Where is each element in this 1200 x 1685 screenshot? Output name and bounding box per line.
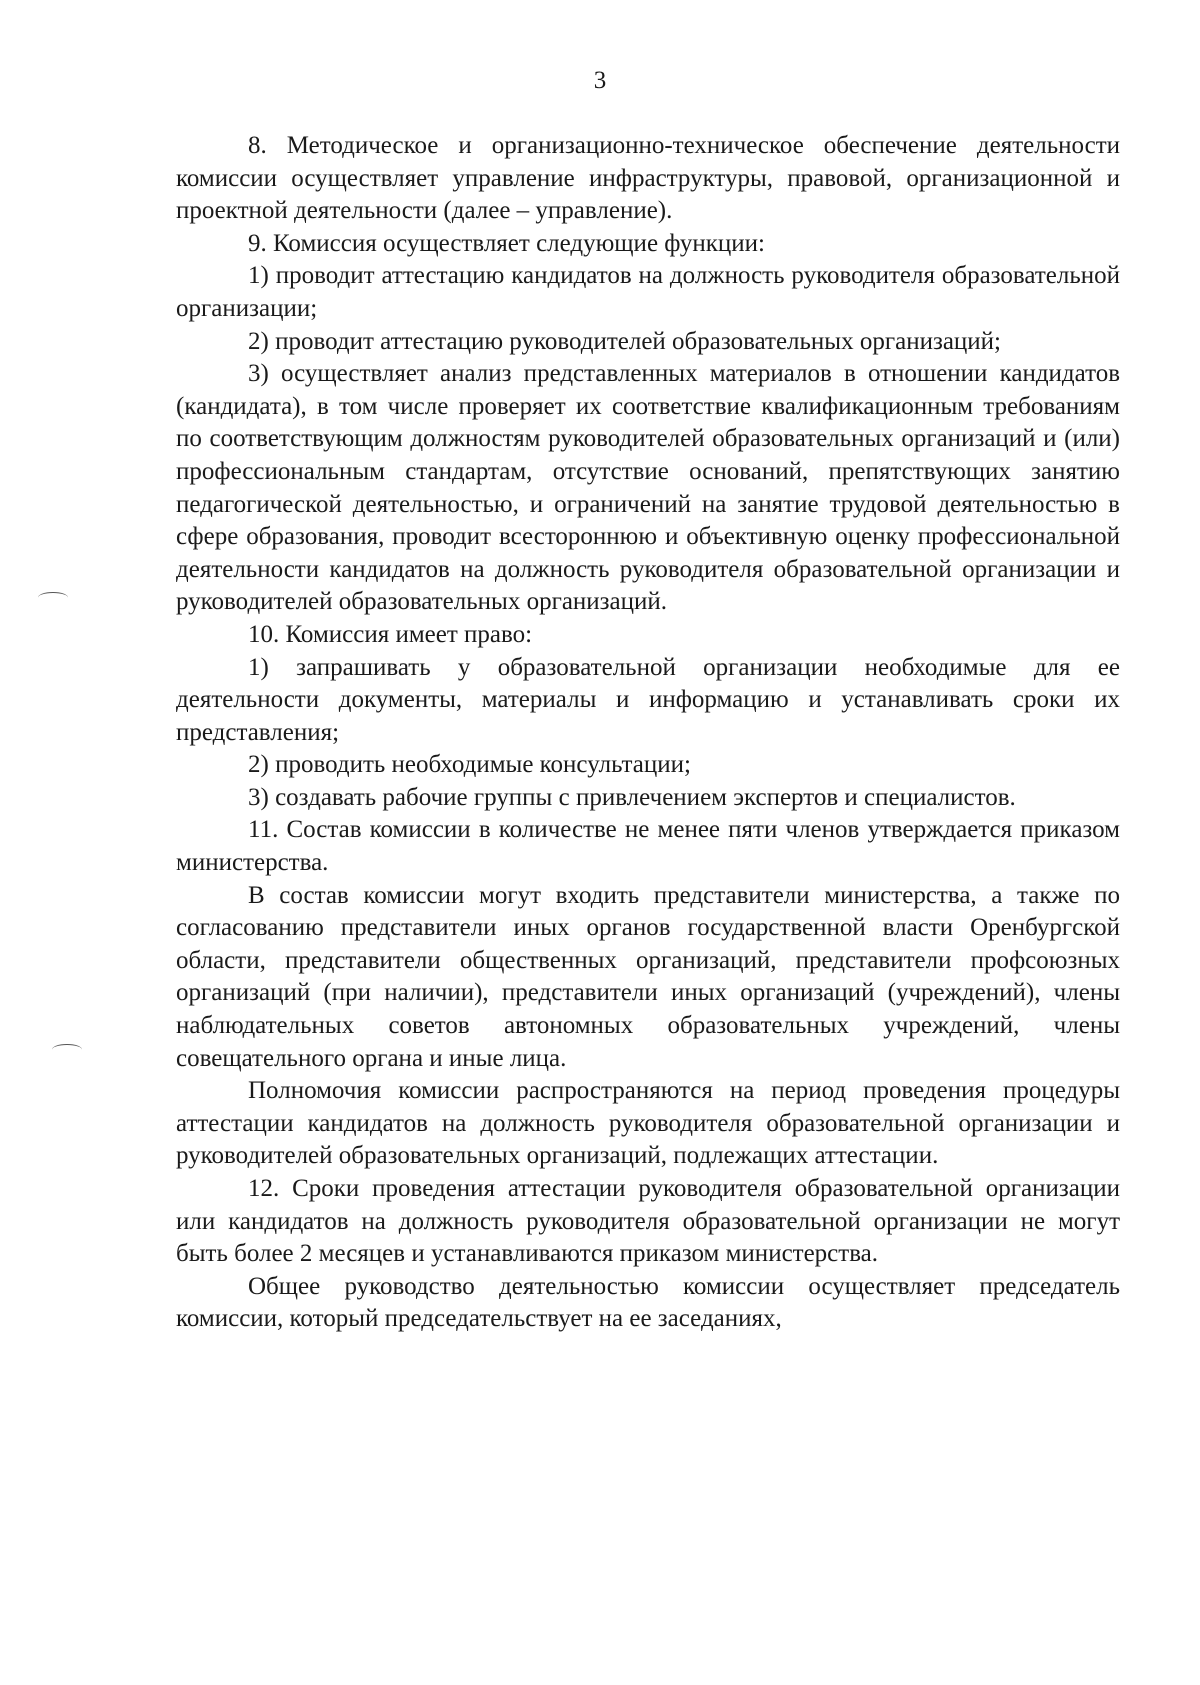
page-number: 3 (593, 67, 607, 94)
paragraph-10: 10. Комиссия имеет право: (248, 620, 533, 648)
document-body (176, 130, 1120, 1336)
paragraph-11-powers: Полномочия комиссии распространяются на период проведения процедуры аттестации кандидатов на должность руководителя образовательной организации и руководителей образовательных организаций, подлежащих аттестации. (176, 1077, 1120, 1170)
paragraph-9-item-1: 1) проводит аттестацию кандидатов на должность руководителя образовательной организации; (176, 262, 1120, 322)
paragraph-9: 9. Комиссия осуществляет следующие функции: (248, 229, 765, 257)
scan-artifact-mark (52, 1044, 82, 1055)
paragraph-10-item-2: 2) проводить необходимые консультации; (248, 751, 691, 779)
paragraph-12: 12. Сроки проведения аттестации руководителя образовательной организации или кандидатов на должность руководителя образовательной организации не могут быть более 2 месяцев и устанавливаются приказом министерства. (176, 1175, 1120, 1268)
paragraph-8: 8. Методическое и организационно-техническое обеспечение деятельности комиссии осуществляет управление инфраструктуры, правовой, организационной и проектной деятельности (далее – управление). (176, 132, 1120, 225)
scan-artifact-mark (38, 592, 68, 603)
paragraph-9-item-2: 2) проводит аттестацию руководителей образовательных организаций; (248, 327, 1002, 355)
paragraph-9-item-3: 3) осуществляет анализ представленных материалов в отношении кандидатов (кандидата), в том числе проверяет их соответствие квалификационным требованиям по соответствующим должностям руководителей образовательных организаций и (или) профессиональным стандартам, отсутствие оснований, препятствующих занятию педагогической деятельностью, и ограничений на занятие трудовой деятельностью в сфере образования, проводит всестороннюю и объективную оценку профессиональной деятельности кандидатов на должность руководителя образовательной организации и руководителей образовательных организаций. (176, 360, 1120, 616)
paragraph-10-item-3: 3) создавать рабочие группы с привлечением экспертов и специалистов. (248, 783, 1016, 811)
paragraph-12-leadership: Общее руководство деятельностью комиссии осуществляет председатель комиссии, который председательствует на ее заседаниях, (176, 1272, 1120, 1333)
paragraph-11-composition: В состав комиссии могут входить представители министерства, а также по согласованию представители иных органов государственной власти Оренбургской области, представители общественных организаций, представители профсоюзных организаций (при наличии), представители иных организаций (учреждений), члены наблюдательных советов автономных образовательных учреждений, члены совещательного органа и иные лица. (176, 881, 1120, 1072)
paragraph-11: 11. Состав комиссии в количестве не менее пяти членов утверждается приказом министерства. (176, 816, 1120, 877)
paragraph-10-item-1: 1) запрашивать у образовательной организации необходимые для ее деятельности документы, материалы и информацию и устанавливать сроки их представления; (176, 653, 1120, 746)
